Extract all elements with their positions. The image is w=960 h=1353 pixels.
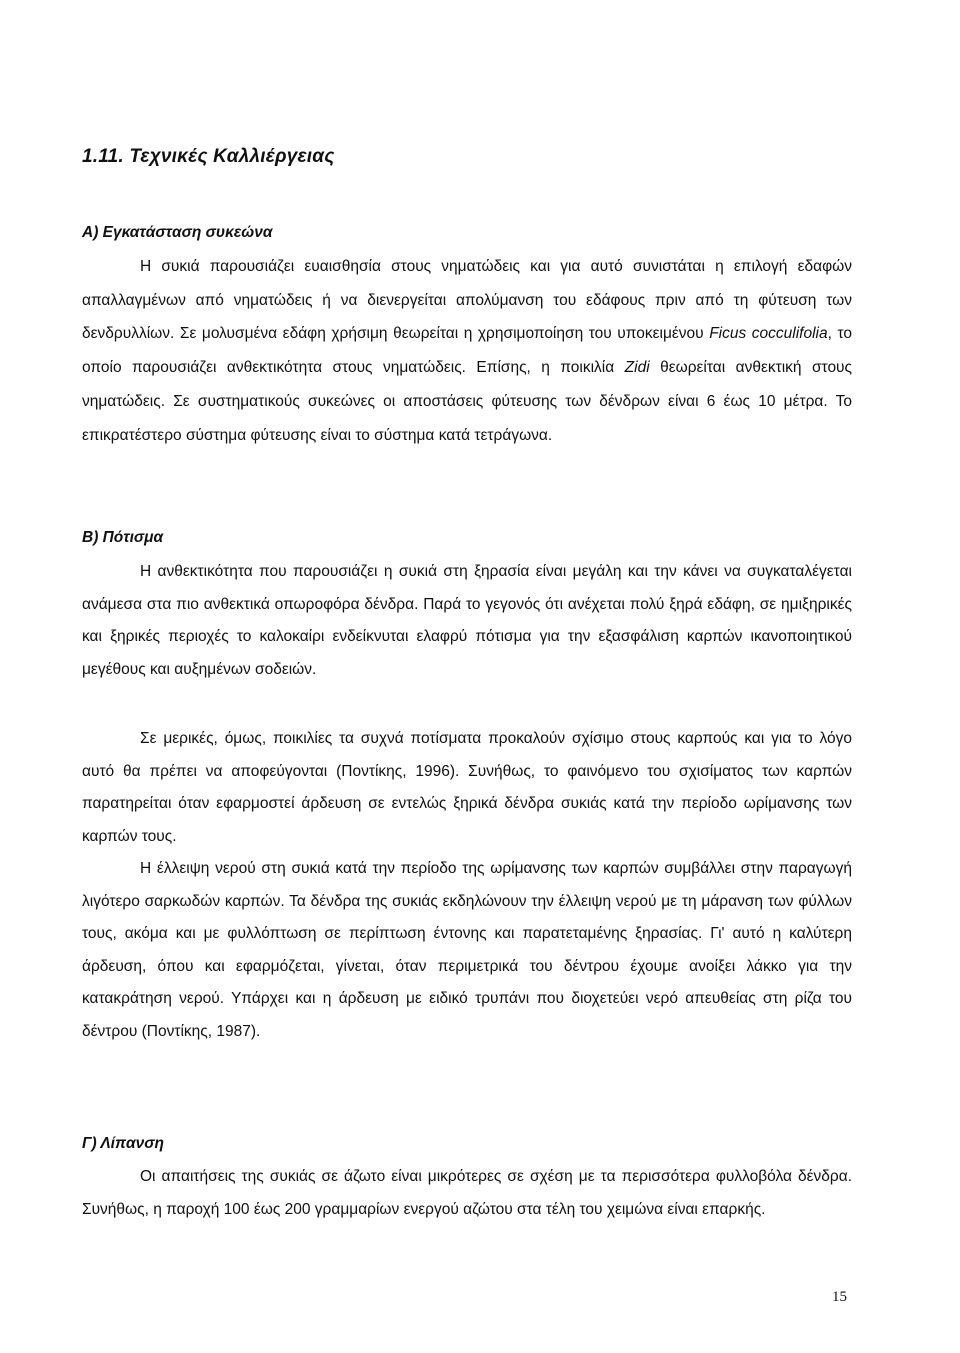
paragraph-planting-text-1: Η συκιά παρουσιάζει ευαισθησία στους νηματώδεις και για αυτό συνιστάται η επιλογή εδαφών απαλλαγμένων από νηματώδεις ή να διενεργείται απολύμανση του εδάφους πριν από τη φύτευση των δενδρυλλίων. Σε μολυσμένα εδάφη χρήσιμη θεωρείται η χρησιμοποίηση του υποκειμένου — [82, 258, 852, 343]
paragraph-planting — [82, 250, 852, 452]
paragraph-irrigation-3: Η έλλειψη νερού στη συκιά κατά την περίοδο της ωρίμανσης των καρπών συμβάλλει στην παραγωγή λιγότερο σαρκωδών καρπών. Τα δένδρα της συκιάς εκδηλώνουν την έλλειψη νερού με τη μάρανση των φύλλων τους, ακόμα και με φυλλόπτωση σε περίπτωση έντονης και παρατεταμένης ξηρασίας. Γι' αυτό η καλύτερη άρδευση, όπου και εφαρμόζεται, γίνεται, όταν περιμετρικά του δέντρου έχουμε ανοίξει λάκκο για την κατακράτηση νερού. Υπάρχει και η άρδευση με ειδικό τρυπάνι που διοχετεύει νερό απευθείας στη ρίζα του δέντρου (Ποντίκης, 1987). — [82, 860, 852, 1040]
paragraph-irrigation-2: Σε μερικές, όμως, ποικιλίες τα συχνά ποτίσματα προκαλούν σχίσιμο στους καρπούς και για το λόγο αυτό θα πρέπει να αποφεύγονται (Ποντίκης, 1996). Συνήθως, το φαινόμενο του σχισίματος των καρπών παρατηρείται όταν εφαρμοστεί άρδευση σε εντελώς ξηρικά δένδρα συκιάς κατά την περίοδο ωρίμανσης των καρπών τους. — [82, 730, 852, 845]
section-heading-fertilization: Γ) Λίπανση — [82, 1135, 165, 1152]
section-heading-planting: Α) Εγκατάσταση συκεώνα — [82, 224, 273, 241]
page-number: 15 — [832, 1289, 847, 1305]
paragraph-planting-text-2: , το οποίο παρουσιάζει ανθεκτικότητα στους νηματώδεις. Επίσης, η ποικιλία — [82, 325, 852, 377]
chapter-title: 1.11. Τεχνικές Καλλιέργειας — [82, 146, 335, 167]
paragraph-irrigation-1: Η ανθεκτικότητα που παρουσιάζει η συκιά στη ξηρασία είναι μεγάλη και την κάνει να συγκαταλέγεται ανάμεσα στα πιο ανθεκτικά οπωροφόρα δένδρα. Παρά το γεγονός ότι ανέχεται πολύ ξηρά εδάφη, σε ημιξηρικές και ξηρικές περιοχές το καλοκαίρι ενδείκνυται ελαφρύ πότισμα για την εξασφάλιση καρπών ικανοποιητικού μεγέθους και αυξημένων σοδειών. — [82, 563, 852, 678]
paragraph-fertilization: Οι απαιτήσεις της συκιάς σε άζωτο είναι μικρότερες σε σχέση με τα περισσότερα φυλλοβόλα δένδρα. Συνήθως, η παροχή 100 έως 200 γραμμαρίων ενεργού αζώτου στα τέλη του χειμώνα είναι επαρκής. — [82, 1168, 852, 1218]
section-heading-irrigation: Β) Πότισμα — [82, 529, 164, 546]
variety-name: Zidi — [624, 359, 650, 377]
species-name: Ficus cocculifolia — [709, 325, 828, 343]
paragraph-planting-text-3: θεωρείται ανθεκτική στους νηματώδεις. Σε συστηματικούς συκεώνες οι αποστάσεις φύτευσης των δένδρων είναι 6 έως 10 μέτρα. Το επικρατέστερο σύστημα φύτευσης είναι το σύστημα κατά τετράγωνα. — [82, 359, 853, 444]
